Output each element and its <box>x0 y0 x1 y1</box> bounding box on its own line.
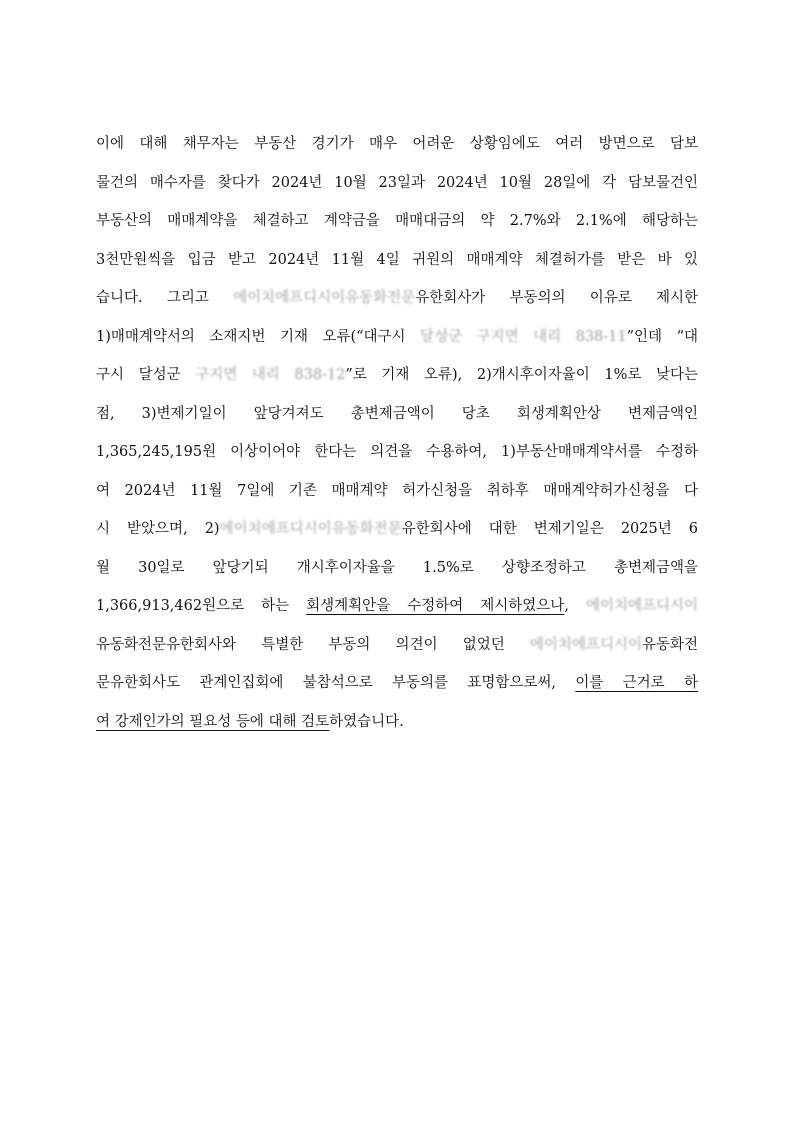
text-segment: 3천만원씩을 입금 받고 2024년 11월 4일 귀원의 매매계약 체결허가를 받은 바 있 <box>96 251 698 268</box>
text-segment: 물건의 매수자를 찾다가 2024년 10월 23일과 2024년 10월 28일에 각 담보물건인 <box>96 174 698 191</box>
redacted-text: 에이치에프디시이 <box>529 636 642 653</box>
redacted-text: 구지면 내리 838-12 <box>195 367 346 383</box>
text-segment: 습니다. 그리고 <box>96 290 234 306</box>
text-line <box>96 436 698 475</box>
text-line <box>96 475 698 514</box>
text-line <box>96 359 698 398</box>
text-line <box>96 282 698 321</box>
text-segment: 문유한회사도 관계인집회에 불참석으로 부동의를 표명함으로써, <box>96 675 576 691</box>
text-segment: 이에 대해 채무자는 부동산 경기가 매우 어려운 상황임에도 여러 방면으로 담보 <box>96 136 698 152</box>
text-segment: 부동산의 매매계약을 체결하고 계약금을 매매대금의 약 2.7%와 2.1%에 해당하는 <box>96 213 698 229</box>
redacted-text: 에이치에프디시이 <box>585 598 698 614</box>
text-line <box>96 552 698 591</box>
text-line <box>96 590 698 629</box>
text-segment: ”인데 “대 <box>626 328 698 345</box>
text-line <box>96 205 698 244</box>
text-segment: , <box>564 598 586 614</box>
text-segment: 하였습니다. <box>329 713 404 730</box>
underlined-text: 이를 근거로 하 <box>575 675 699 691</box>
text-line <box>96 244 698 283</box>
body-paragraph <box>96 128 698 744</box>
text-segment: 유동화전 <box>641 636 698 653</box>
text-segment: 점, 3)변제기일이 앞당겨져도 총변제금액이 당초 회생계획안상 변제금액인 <box>96 405 698 422</box>
text-line <box>96 321 698 360</box>
text-line <box>96 667 698 706</box>
text-line <box>96 629 698 668</box>
text-segment: 1,365,245,195원 이상이어야 한다는 의견을 수용하여, 1)부동산매매계약서를 수정하 <box>96 444 698 460</box>
redacted-text: 달성군 구지면 내리 838-11 <box>420 328 627 345</box>
text-segment: ”로 기재 오류), 2)개시후이자율이 1%로 낮다는 <box>345 367 698 383</box>
text-line <box>96 398 698 437</box>
text-segment: 유한회사에 대한 변제기일은 2025년 6 <box>401 521 698 537</box>
redacted-text: 에이치에프디시이유동화전문 <box>219 521 402 537</box>
text-line <box>96 706 698 745</box>
underlined-text: 여 강제인가의 필요성 등에 대해 검토 <box>96 713 330 730</box>
text-segment: 유동화전문유한회사와 특별한 부동의 의견이 없었던 <box>96 636 530 653</box>
text-line <box>96 167 698 206</box>
text-segment: 구시 달성군 <box>96 367 196 383</box>
underlined-text: 회생계획안을 수정하여 제시하였으나 <box>306 598 565 614</box>
text-line <box>96 513 698 552</box>
text-segment: 월 30일로 앞당기되 개시후이자율을 1.5%로 상향조정하고 총변제금액을 <box>96 559 698 576</box>
text-segment: 여 2024년 11월 7일에 기존 매매계약 허가신청을 취하후 매매계약허가신청을 다 <box>96 482 698 499</box>
text-line <box>96 128 698 167</box>
text-segment: 1,366,913,462원으로 하는 <box>96 598 307 614</box>
text-segment: 1)매매계약서의 소재지번 기재 오류(“대구시 <box>96 328 421 345</box>
redacted-text: 에이치에프디시이유동화전문 <box>233 290 416 306</box>
text-segment: 시 받았으며, 2) <box>96 521 220 537</box>
text-segment: 유한회사가 부동의의 이유로 제시한 <box>415 290 698 306</box>
